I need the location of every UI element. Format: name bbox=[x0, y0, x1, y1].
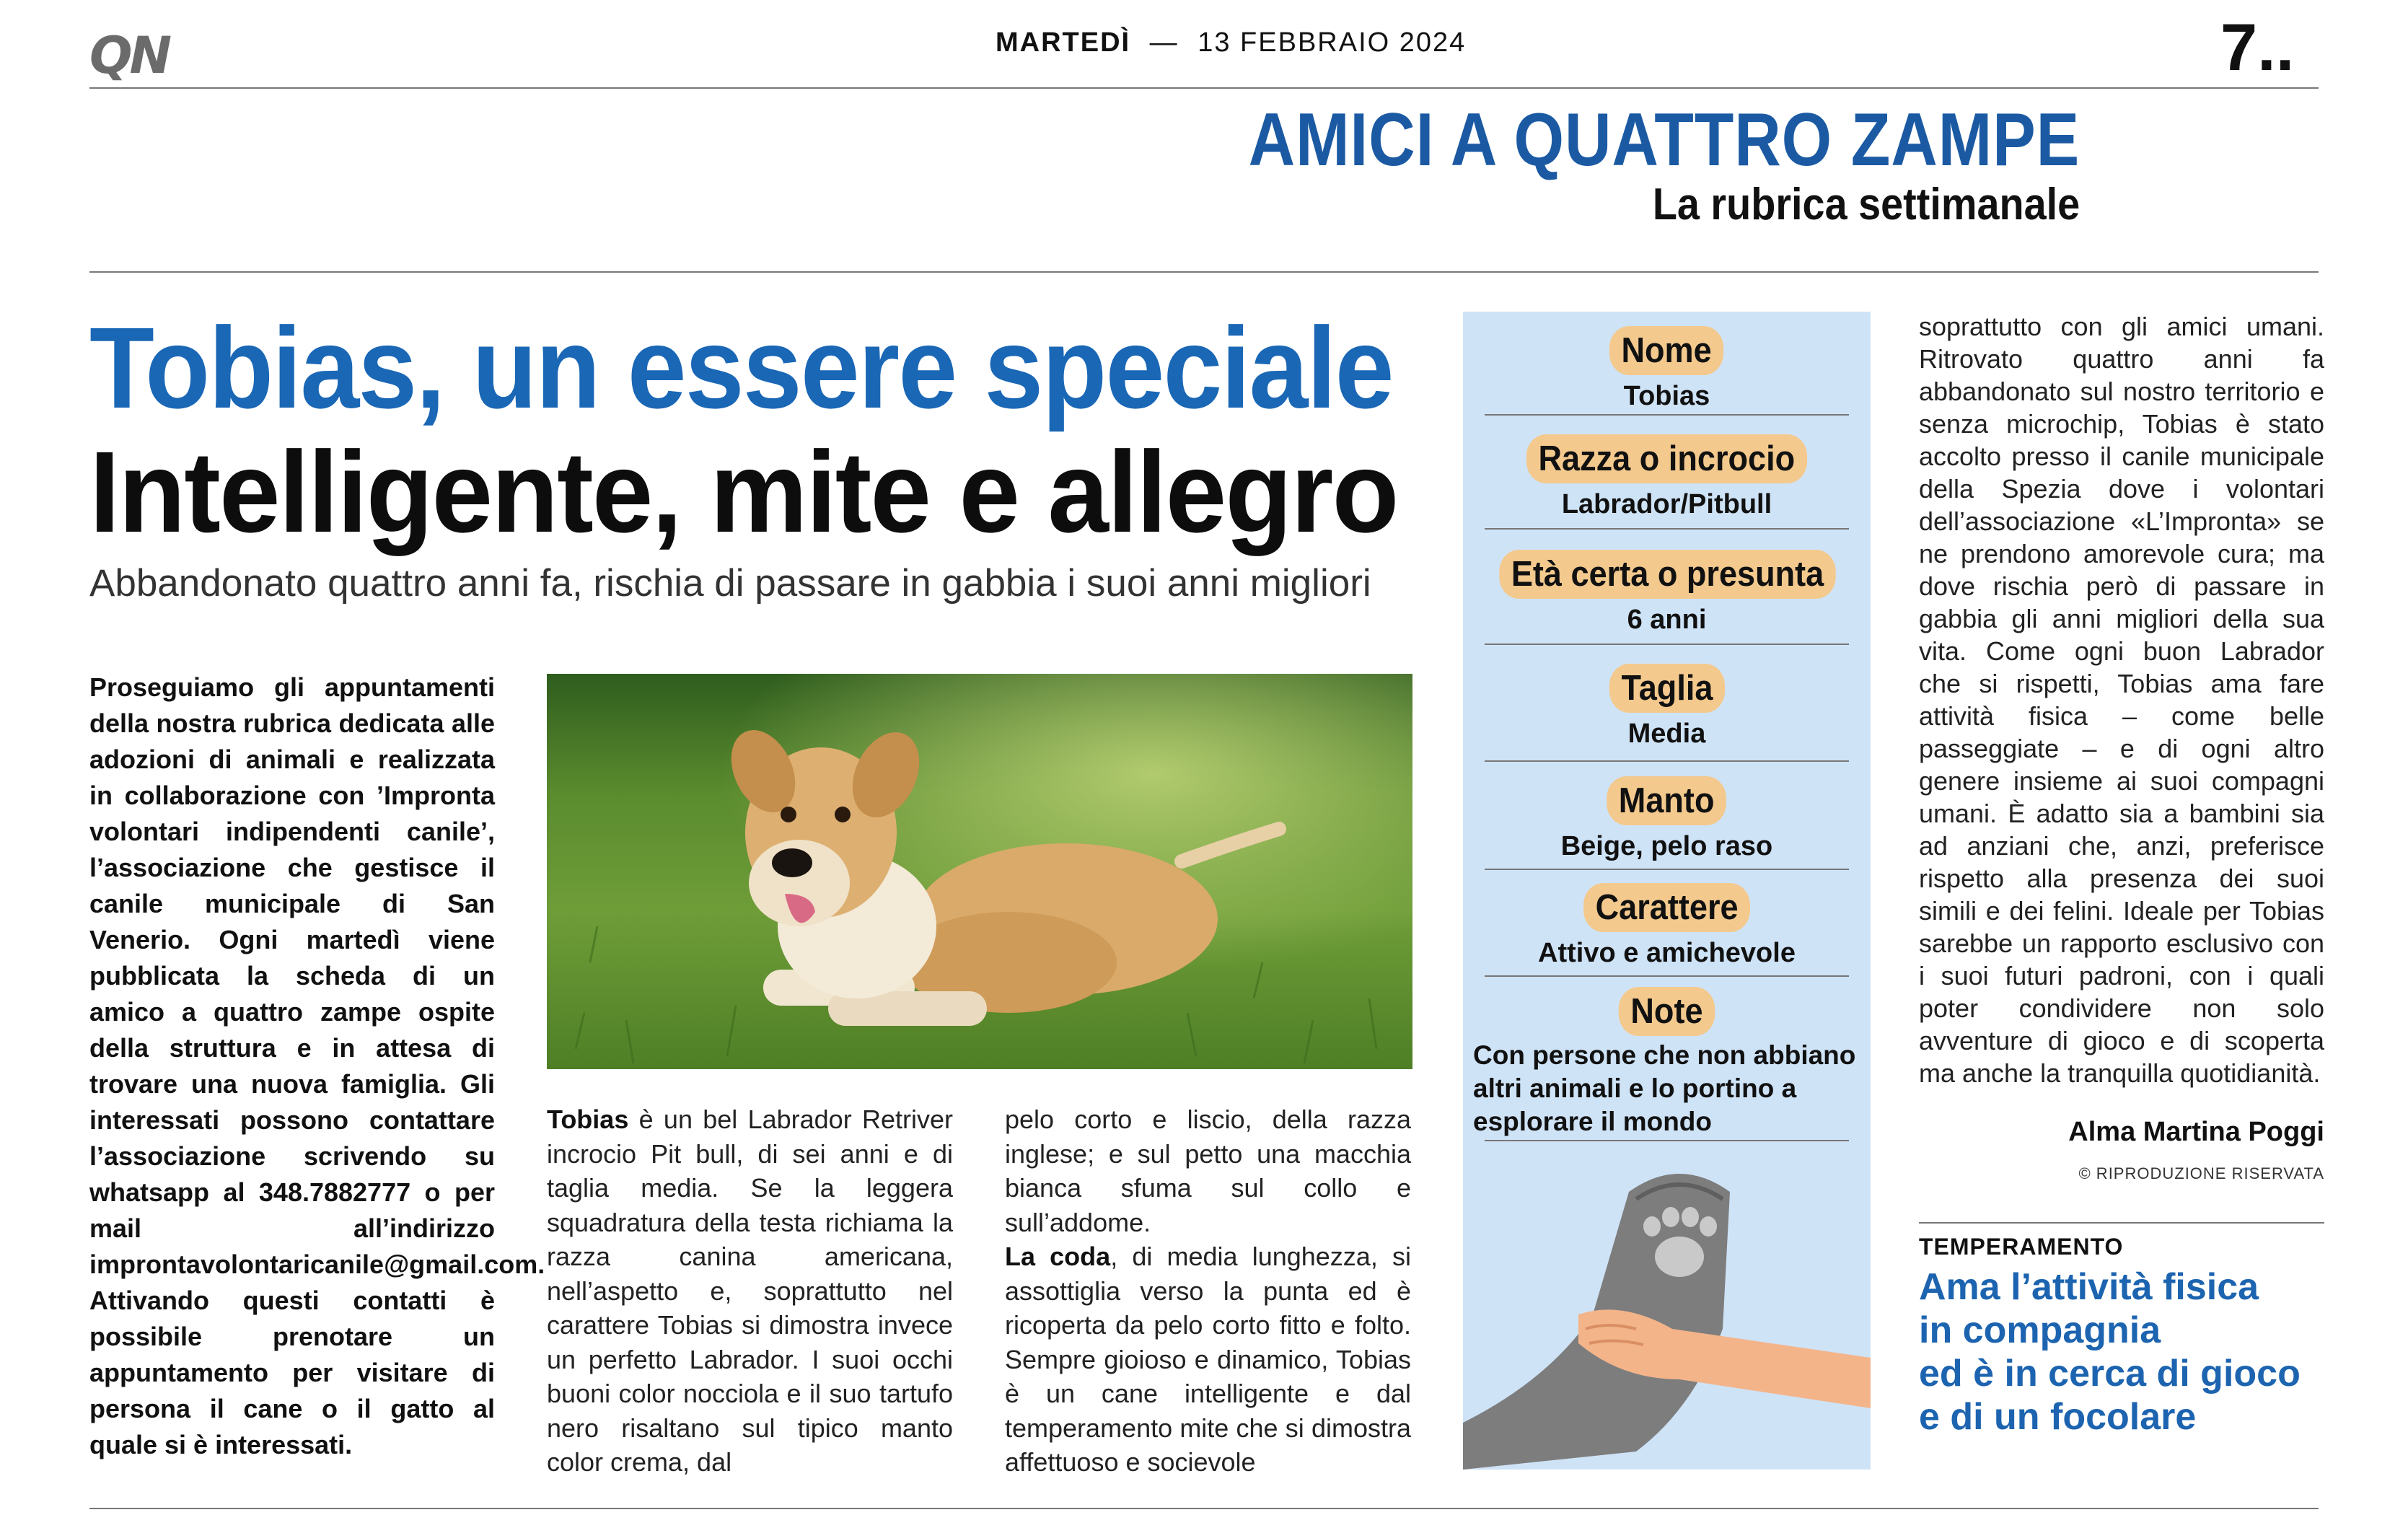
card-divider bbox=[1485, 975, 1849, 977]
card-divider bbox=[1485, 528, 1849, 530]
section-subtitle: La rubrica settimanale bbox=[1652, 180, 2080, 229]
temperament-line: e di un focolare bbox=[1919, 1396, 2197, 1438]
card-value: Tobias bbox=[1623, 381, 1710, 411]
author-byline: Alma Martina Poggi bbox=[2068, 1117, 2324, 1147]
body-lead-name: Tobias bbox=[547, 1105, 629, 1134]
card-label: Taglia bbox=[1609, 664, 1724, 713]
card-divider bbox=[1485, 414, 1849, 416]
body-text: , di media lunghezza, si assottiglia verso la punta ed è ricoperta da pelo corto fitto e folto. Sempre gioioso e dinamico, Tobias è un cane intelligente e dal temperamento mite che si dimostra affettuoso e socievole bbox=[1005, 1242, 1411, 1477]
footer-rule bbox=[89, 1508, 2319, 1509]
temperament-line: ed è in cerca di gioco bbox=[1919, 1353, 2301, 1395]
card-label: Età certa o presunta bbox=[1499, 550, 1836, 599]
dog-info-card bbox=[1463, 312, 1871, 1470]
card-field-size bbox=[1485, 664, 1849, 750]
card-field-character bbox=[1485, 883, 1849, 969]
header-rule bbox=[89, 87, 2319, 89]
article-body-column-3: soprattutto con gli amici umani. Ritrovato quattro anni fa abbandonato sul nostro territorio e senza microchip, Tobias è stato accolto presso il canile municipale della Spezia dove i volontari dell’associazione «L’Impronta» se ne prendono amorevole cura; ma dove rischia però di passare in gabbia gli anni migliori della sua vita. Come ogni buon Labrador che si rispetti, Tobias ama fare attività fisica – come belle passeggiate – e di ogni altro genere insieme ai suoi compagni umani. È adatto sia a bambini sia ad anziani che, anzi, preferisce rispetto alla presenza dei suoi simili e dei felini. Ideale per Tobias sarebbe un rapporto esclusivo con i suoi futuri padroni, con i quali poter condividere non solo avventure di gioco e di scoperta ma anche la tranquilla quotidianità. bbox=[1919, 312, 2324, 1088]
dateline-date: 13 FEBBRAIO 2024 bbox=[1198, 27, 1467, 58]
headline-secondary: Intelligente, mite e allegro bbox=[89, 427, 1398, 556]
card-label: Nome bbox=[1609, 326, 1723, 375]
page-number: 7.. bbox=[2220, 11, 2295, 84]
dateline-day: MARTEDÌ bbox=[996, 27, 1131, 58]
card-divider bbox=[1485, 644, 1849, 645]
card-field-age bbox=[1485, 550, 1849, 636]
temperament-callout bbox=[1919, 1265, 2352, 1439]
card-divider bbox=[1485, 1140, 1849, 1141]
card-value: Attivo e amichevole bbox=[1538, 938, 1796, 968]
newspaper-logo: QN bbox=[89, 26, 170, 85]
body-text: è un bel Labrador Retriver incrocio Pit bull, di sei anni e di taglia media. Se la leggera squadratura della testa richiama la razza canina americana, nell’aspetto e, soprattutto nel carattere Tobias si dimostra invece un perfetto Labrador. I suoi occhi buoni color nocciola e il suo tartufo nero risaltano sul tipico manto color crema, dal bbox=[547, 1105, 953, 1477]
dog-photo-illustration bbox=[547, 674, 1412, 1069]
card-divider bbox=[1485, 869, 1849, 870]
card-value: Labrador/Pitbull bbox=[1561, 489, 1772, 519]
temperament-line: Ama l’attività fisica bbox=[1919, 1266, 2259, 1308]
body-text: pelo corto e liscio, della razza inglese; e sul petto una macchia bianca sfuma sul collo e sull’addome. bbox=[1005, 1105, 1411, 1237]
card-label: Note bbox=[1619, 987, 1715, 1036]
card-value: Beige, pelo raso bbox=[1560, 831, 1773, 861]
card-label: Carattere bbox=[1583, 883, 1750, 932]
intro-paragraph: Proseguiamo gli appuntamenti della nostra rubrica dedicata alle adozioni di animali e realizzata in collaborazione con ’Impronta volontari indipendenti canile’, l’associazione che gestisce il canile municipale di San Venerio. Ogni martedì viene pubblicata la scheda di un amico a quattro zampe ospite della struttura e in attesa di trovare una nuova famiglia. Gli interessati possono contattare l’associazione scrivendo su whatsapp al 348.7882777 o per mail all’indirizzo improntavolontaricanile@gmail.com. Attivando questi contatti è possibile prenotare un appuntamento per visitare di persona il cane o il gatto al quale si è interessati. bbox=[89, 672, 545, 1459]
card-divider bbox=[1485, 760, 1849, 762]
article-body-column-1 bbox=[547, 1102, 953, 1480]
copyright-notice: © RIPRODUZIONE RISERVATA bbox=[2078, 1164, 2324, 1182]
temperament-rule bbox=[1919, 1222, 2324, 1224]
dog-photo bbox=[547, 674, 1412, 1069]
subheadline: Abbandonato quattro anni fa, rischia di passare in gabbia i suoi anni migliori bbox=[89, 562, 1371, 605]
paw-hand-icon bbox=[1463, 1149, 1871, 1470]
headline-primary: Tobias, un essere speciale bbox=[89, 303, 1393, 432]
card-value: Media bbox=[1627, 719, 1706, 749]
section-title: AMICI A QUATTRO ZAMPE bbox=[1248, 98, 2080, 182]
card-field-breed bbox=[1485, 434, 1849, 520]
card-label: Manto bbox=[1607, 776, 1727, 825]
dateline-separator: — bbox=[1149, 27, 1179, 58]
temperament-line: in compagnia bbox=[1919, 1309, 2161, 1351]
article-body-column-2 bbox=[1005, 1102, 1411, 1480]
temperament-label: TEMPERAMENTO bbox=[1919, 1234, 2124, 1260]
card-field-notes bbox=[1485, 987, 1849, 1036]
body-lead-tail: La coda bbox=[1005, 1242, 1111, 1271]
card-label: Razza o incrocio bbox=[1526, 434, 1807, 483]
card-notes-value: Con persone che non abbiano altri animali e lo portino a esplorare il mondo bbox=[1473, 1040, 1856, 1136]
card-value: 6 anni bbox=[1627, 605, 1707, 635]
card-field-name bbox=[1485, 326, 1849, 412]
dateline bbox=[996, 27, 1466, 58]
section-rule bbox=[89, 271, 2319, 273]
card-field-coat bbox=[1485, 776, 1849, 862]
